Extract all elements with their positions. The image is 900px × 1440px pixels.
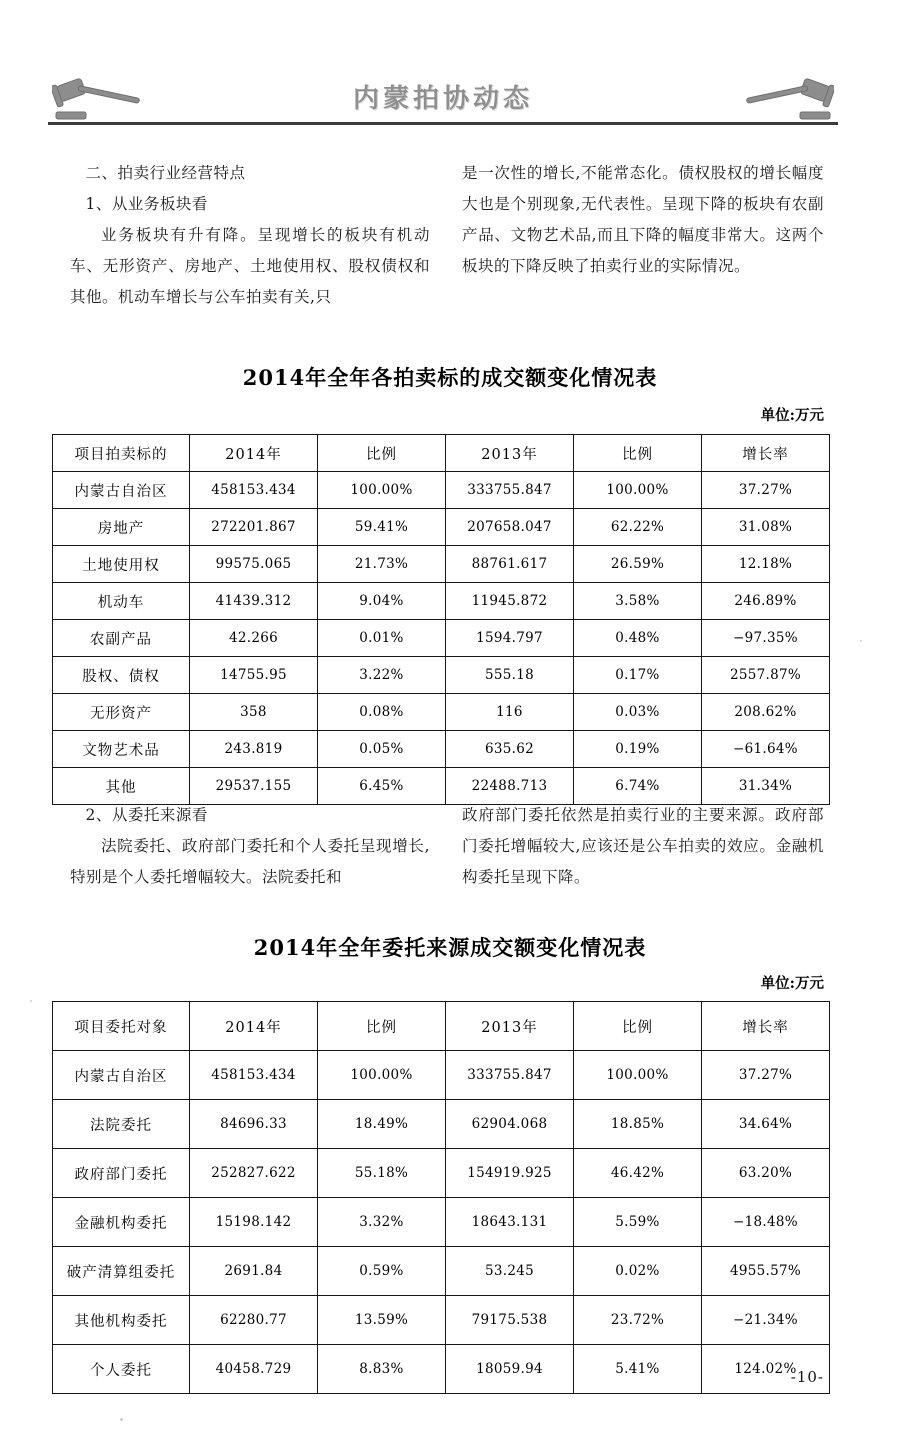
- cell-value: 62.22%: [574, 509, 702, 546]
- cell-value: 0.03%: [574, 694, 702, 731]
- table-row: [53, 509, 830, 546]
- cell-value: 13.59%: [318, 1296, 446, 1345]
- row-label: 法院委托: [53, 1100, 190, 1149]
- cell-value: 116: [446, 694, 574, 731]
- cell-value: 29537.155: [190, 768, 318, 805]
- table2-unit: 单位:万元: [760, 975, 824, 992]
- cell-value: 63.20%: [702, 1149, 830, 1198]
- cell-value: 26.59%: [574, 546, 702, 583]
- page-number: -10-: [790, 1368, 824, 1386]
- cell-value: 99575.065: [190, 546, 318, 583]
- cell-value: 18643.131: [446, 1198, 574, 1247]
- col-header-4: 比例: [574, 435, 702, 472]
- col-header-0: 项目委托对象: [53, 1002, 190, 1051]
- cell-value: 3.22%: [318, 657, 446, 694]
- col-header-5: 增长率: [702, 1002, 830, 1051]
- row-label: 其他: [53, 768, 190, 805]
- cell-value: 21.73%: [318, 546, 446, 583]
- cell-value: 0.59%: [318, 1247, 446, 1296]
- cell-value: 3.58%: [574, 583, 702, 620]
- cell-value: 62280.77: [190, 1296, 318, 1345]
- body-left-column-2: [70, 800, 430, 893]
- cell-value: 2557.87%: [702, 657, 830, 694]
- table-row: [53, 768, 830, 805]
- cell-value: 124.02%: [702, 1345, 830, 1394]
- cell-value: 458153.434: [190, 472, 318, 509]
- row-label: 内蒙古自治区: [53, 472, 190, 509]
- row-label: 文物艺术品: [53, 731, 190, 768]
- row-label: 农副产品: [53, 620, 190, 657]
- section-heading-2: 二、拍卖行业经营特点: [85, 164, 246, 182]
- cell-value: 100.00%: [574, 472, 702, 509]
- scan-speck: [120, 1418, 123, 1421]
- cell-value: 0.48%: [574, 620, 702, 657]
- table-row: [53, 1051, 830, 1100]
- row-label: 内蒙古自治区: [53, 1051, 190, 1100]
- table-row: [53, 620, 830, 657]
- cell-value: 55.18%: [318, 1149, 446, 1198]
- row-label: 土地使用权: [53, 546, 190, 583]
- cell-value: 6.74%: [574, 768, 702, 805]
- table-header-row: [53, 1002, 830, 1051]
- row-label: 个人委托: [53, 1345, 190, 1394]
- cell-value: 555.18: [446, 657, 574, 694]
- cell-value: 208.62%: [702, 694, 830, 731]
- table-row: [53, 1345, 830, 1394]
- table1-title: 2014年全年各拍卖标的成交额变化情况表: [242, 365, 658, 390]
- cell-value: 0.17%: [574, 657, 702, 694]
- table1-unit: 单位:万元: [760, 407, 824, 424]
- commission-source-table: [52, 1001, 830, 1394]
- cell-value: 34.64%: [702, 1100, 830, 1149]
- table-row: [53, 472, 830, 509]
- cell-value: 635.62: [446, 731, 574, 768]
- cell-value: 88761.617: [446, 546, 574, 583]
- page-header: [48, 72, 838, 130]
- cell-value: 14755.95: [190, 657, 318, 694]
- table-row: [53, 1198, 830, 1247]
- cell-value: 358: [190, 694, 318, 731]
- col-header-5: 增长率: [702, 435, 830, 472]
- cell-value: 100.00%: [318, 472, 446, 509]
- cell-value: 100.00%: [318, 1051, 446, 1100]
- table-row: [53, 694, 830, 731]
- cell-value: 0.05%: [318, 731, 446, 768]
- table-row: [53, 731, 830, 768]
- cell-value: 333755.847: [446, 1051, 574, 1100]
- col-header-1: 2014年: [190, 435, 318, 472]
- cell-value: 0.19%: [574, 731, 702, 768]
- table-row: [53, 1247, 830, 1296]
- cell-value: 22488.713: [446, 768, 574, 805]
- cell-value: 272201.867: [190, 509, 318, 546]
- row-label: 无形资产: [53, 694, 190, 731]
- cell-value: −61.64%: [702, 731, 830, 768]
- table-row: [53, 1149, 830, 1198]
- cell-value: 62904.068: [446, 1100, 574, 1149]
- cell-value: 79175.538: [446, 1296, 574, 1345]
- row-label: 金融机构委托: [53, 1198, 190, 1247]
- col-header-3: 2013年: [446, 1002, 574, 1051]
- table-row: [53, 1100, 830, 1149]
- cell-value: −18.48%: [702, 1198, 830, 1247]
- cell-value: 458153.434: [190, 1051, 318, 1100]
- cell-value: 8.83%: [318, 1345, 446, 1394]
- cell-value: 31.34%: [702, 768, 830, 805]
- cell-value: 53.245: [446, 1247, 574, 1296]
- row-label: 股权、债权: [53, 657, 190, 694]
- cell-value: 31.08%: [702, 509, 830, 546]
- cell-value: 23.72%: [574, 1296, 702, 1345]
- cell-value: 207658.047: [446, 509, 574, 546]
- paragraph-right-2: 政府部门委托依然是拍卖行业的主要来源。政府部门委托增幅较大,应该还是公车拍卖的效应。金融机构委托呈现下降。: [462, 806, 824, 886]
- row-label: 其他机构委托: [53, 1296, 190, 1345]
- table-row: [53, 546, 830, 583]
- cell-value: 37.27%: [702, 472, 830, 509]
- body-right-column-2: [462, 800, 824, 893]
- table2-title: 2014年全年委托来源成交额变化情况表: [253, 935, 647, 960]
- table-row: [53, 583, 830, 620]
- cell-value: 18.85%: [574, 1100, 702, 1149]
- paragraph-right-1: 是一次性的增长,不能常态化。债权股权的增长幅度大也是个别现象,无代表性。呈现下降的板块有农副产品、文物艺术品,而且下降的幅度非常大。这两个板块的下降反映了拍卖行业的实际情况。: [462, 164, 824, 275]
- cell-value: 15198.142: [190, 1198, 318, 1247]
- subsection-heading-2: 2、从委托来源看: [85, 806, 208, 824]
- publication-title: 内蒙拍协动态: [352, 84, 533, 114]
- cell-value: 42.266: [190, 620, 318, 657]
- col-header-2: 比例: [318, 1002, 446, 1051]
- cell-value: 41439.312: [190, 583, 318, 620]
- cell-value: 3.32%: [318, 1198, 446, 1247]
- scan-speck: [30, 1000, 32, 1002]
- cell-value: 9.04%: [318, 583, 446, 620]
- paragraph-left-2: 法院委托、政府部门委托和个人委托呈现增长,特别是个人委托增幅较大。法院委托和: [70, 837, 430, 886]
- auction-category-table: [52, 434, 830, 805]
- body-right-column-1: [462, 158, 824, 282]
- subsection-heading-1: 1、从业务板块看: [85, 195, 208, 213]
- cell-value: 40458.729: [190, 1345, 318, 1394]
- body-left-column-1: [70, 158, 430, 313]
- cell-value: 246.89%: [702, 583, 830, 620]
- cell-value: 11945.872: [446, 583, 574, 620]
- cell-value: 1594.797: [446, 620, 574, 657]
- cell-value: 5.41%: [574, 1345, 702, 1394]
- header-divider: [48, 122, 838, 125]
- cell-value: −97.35%: [702, 620, 830, 657]
- col-header-1: 2014年: [190, 1002, 318, 1051]
- cell-value: 46.42%: [574, 1149, 702, 1198]
- cell-value: 2691.84: [190, 1247, 318, 1296]
- cell-value: 4955.57%: [702, 1247, 830, 1296]
- paragraph-left-1: 业务板块有升有降。呈现增长的板块有机动车、无形资产、房地产、土地使用权、股权债权和其他。机动车增长与公车拍卖有关,只: [70, 226, 430, 306]
- cell-value: 5.59%: [574, 1198, 702, 1247]
- col-header-0: 项目拍卖标的: [53, 435, 190, 472]
- cell-value: 243.819: [190, 731, 318, 768]
- cell-value: 12.18%: [702, 546, 830, 583]
- cell-value: 0.08%: [318, 694, 446, 731]
- cell-value: 37.27%: [702, 1051, 830, 1100]
- cell-value: 252827.622: [190, 1149, 318, 1198]
- col-header-3: 2013年: [446, 435, 574, 472]
- cell-value: 0.02%: [574, 1247, 702, 1296]
- table-header-row: [53, 435, 830, 472]
- row-label: 机动车: [53, 583, 190, 620]
- col-header-2: 比例: [318, 435, 446, 472]
- cell-value: 6.45%: [318, 768, 446, 805]
- cell-value: 18059.94: [446, 1345, 574, 1394]
- cell-value: 100.00%: [574, 1051, 702, 1100]
- cell-value: 84696.33: [190, 1100, 318, 1149]
- col-header-4: 比例: [574, 1002, 702, 1051]
- scan-speck: [860, 640, 862, 642]
- table-row: [53, 1296, 830, 1345]
- table-row: [53, 657, 830, 694]
- cell-value: 154919.925: [446, 1149, 574, 1198]
- row-label: 房地产: [53, 509, 190, 546]
- cell-value: −21.34%: [702, 1296, 830, 1345]
- row-label: 政府部门委托: [53, 1149, 190, 1198]
- cell-value: 59.41%: [318, 509, 446, 546]
- cell-value: 333755.847: [446, 472, 574, 509]
- cell-value: 0.01%: [318, 620, 446, 657]
- cell-value: 18.49%: [318, 1100, 446, 1149]
- row-label: 破产清算组委托: [53, 1247, 190, 1296]
